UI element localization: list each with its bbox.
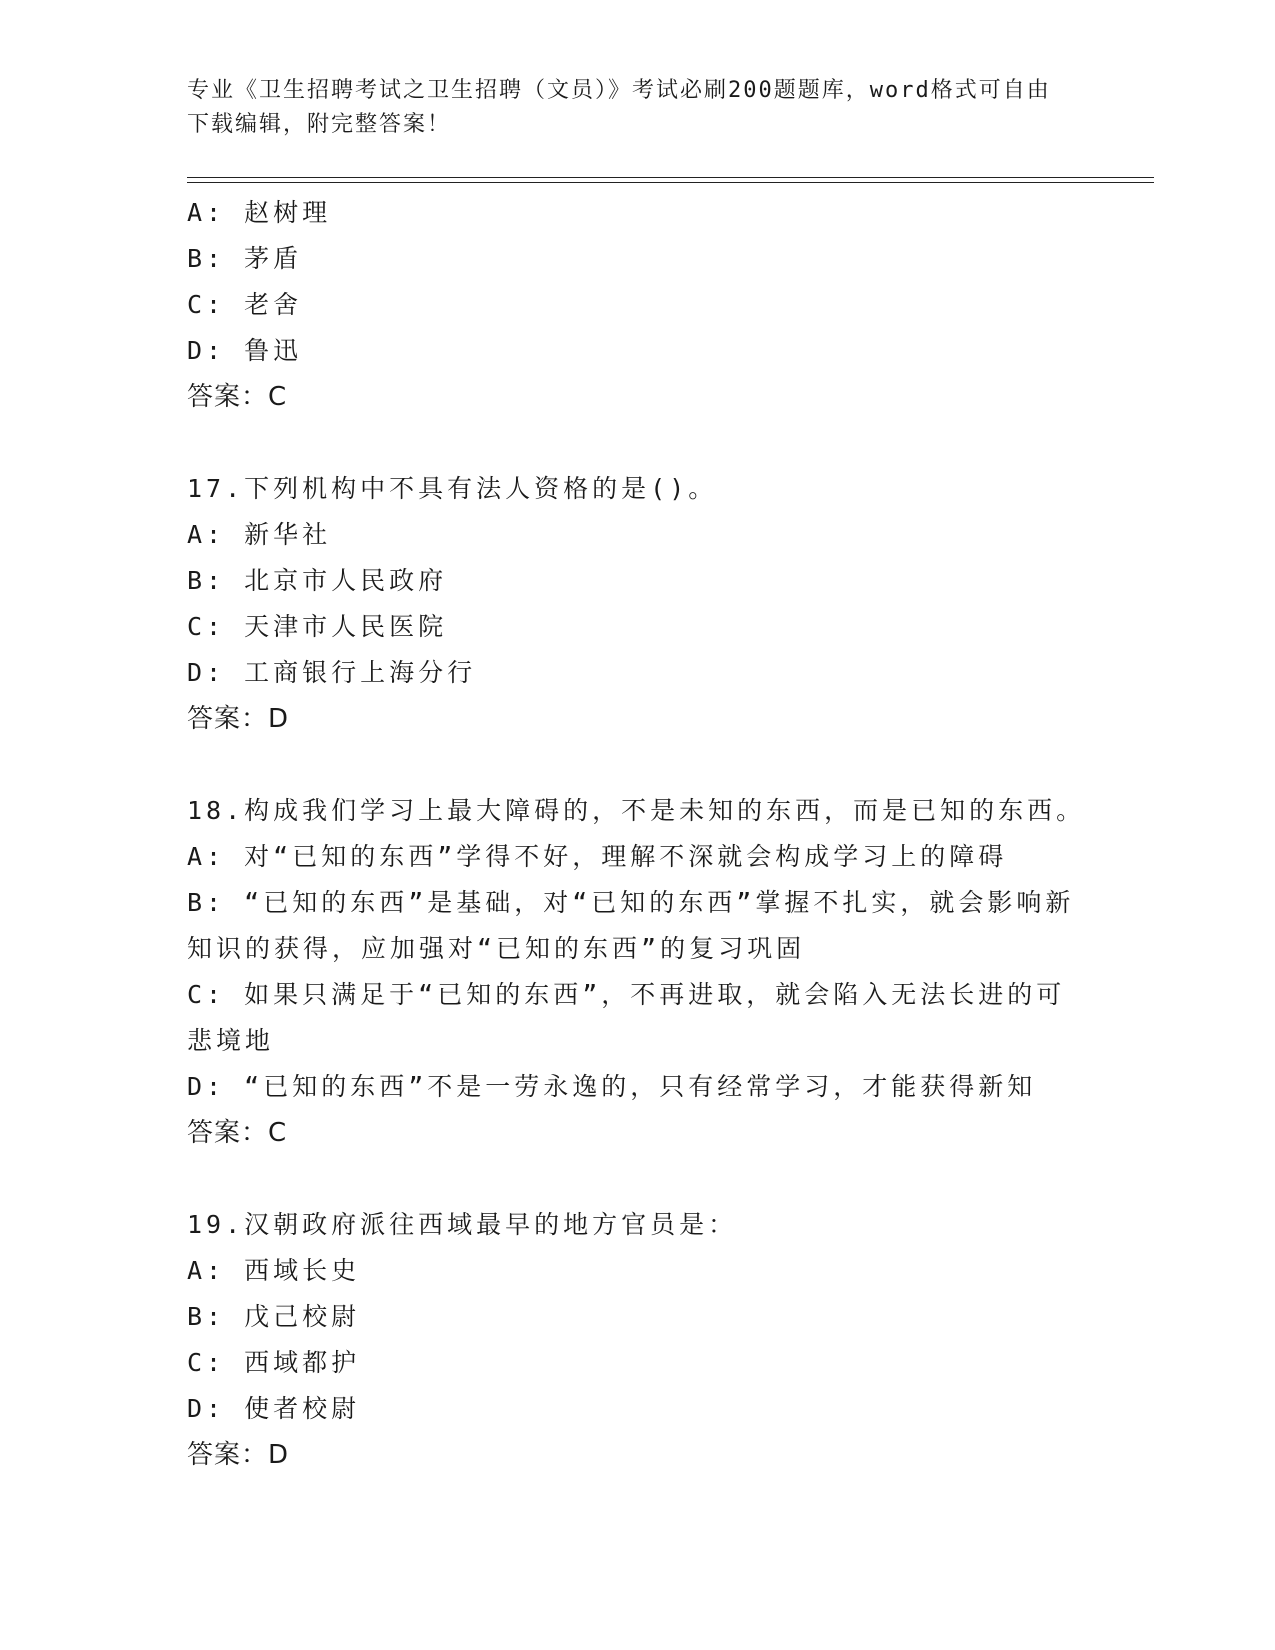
question-text: 17.下列机构中不具有法人资格的是()。 xyxy=(187,474,718,503)
answer: 答案：D xyxy=(187,704,290,734)
question-text: 19.汉朝政府派往西域最早的地方官员是： xyxy=(187,1210,738,1239)
question-18 xyxy=(187,788,1087,1156)
option-d: D: 工商银行上海分行 xyxy=(187,658,477,687)
question-list xyxy=(187,190,1087,1478)
header-rule-bottom xyxy=(187,182,1154,183)
option-d: D: 使者校尉 xyxy=(187,1394,361,1423)
option-a: A: 西域长史 xyxy=(187,1256,361,1285)
option-b: B: 戊己校尉 xyxy=(187,1302,361,1331)
option-c: C: 西域都护 xyxy=(187,1348,361,1377)
option-c: C: 老舍 xyxy=(187,290,303,319)
question-16-tail xyxy=(187,190,1087,420)
option-a: A: 对“已知的东西”学得不好，理解不深就会构成学习上的障碍 xyxy=(187,842,1008,871)
option-b: B: 茅盾 xyxy=(187,244,303,273)
option-d: D: “已知的东西”不是一劳永逸的，只有经常学习，才能获得新知 xyxy=(187,1072,1037,1101)
option-c: C: 如果只满足于“已知的东西”，不再进取，就会陷入无法长进的可悲境地 xyxy=(187,980,1066,1055)
option-a: A: 赵树理 xyxy=(187,198,332,227)
question-17 xyxy=(187,466,1087,742)
question-text: 18.构成我们学习上最大障碍的，不是未知的东西，而是已知的东西。 xyxy=(187,796,1086,825)
answer: 答案：C xyxy=(187,1118,288,1148)
option-c: C: 天津市人民医院 xyxy=(187,612,448,641)
option-d: D: 鲁迅 xyxy=(187,336,303,365)
question-19 xyxy=(187,1202,1087,1478)
option-b: B: 北京市人民政府 xyxy=(187,566,448,595)
header-rule-top xyxy=(187,177,1154,178)
answer: 答案：C xyxy=(187,382,288,412)
answer: 答案：D xyxy=(187,1440,290,1470)
option-a: A: 新华社 xyxy=(187,520,332,549)
option-b: B: “已知的东西”是基础，对“已知的东西”掌握不扎实，就会影响新知识的获得，应加强对“已知的东西”的复习巩固 xyxy=(187,888,1075,963)
document-header: 专业《卫生招聘考试之卫生招聘（文员）》考试必刷200题题库，word格式可自由下载编辑，附完整答案！ xyxy=(187,78,1051,137)
